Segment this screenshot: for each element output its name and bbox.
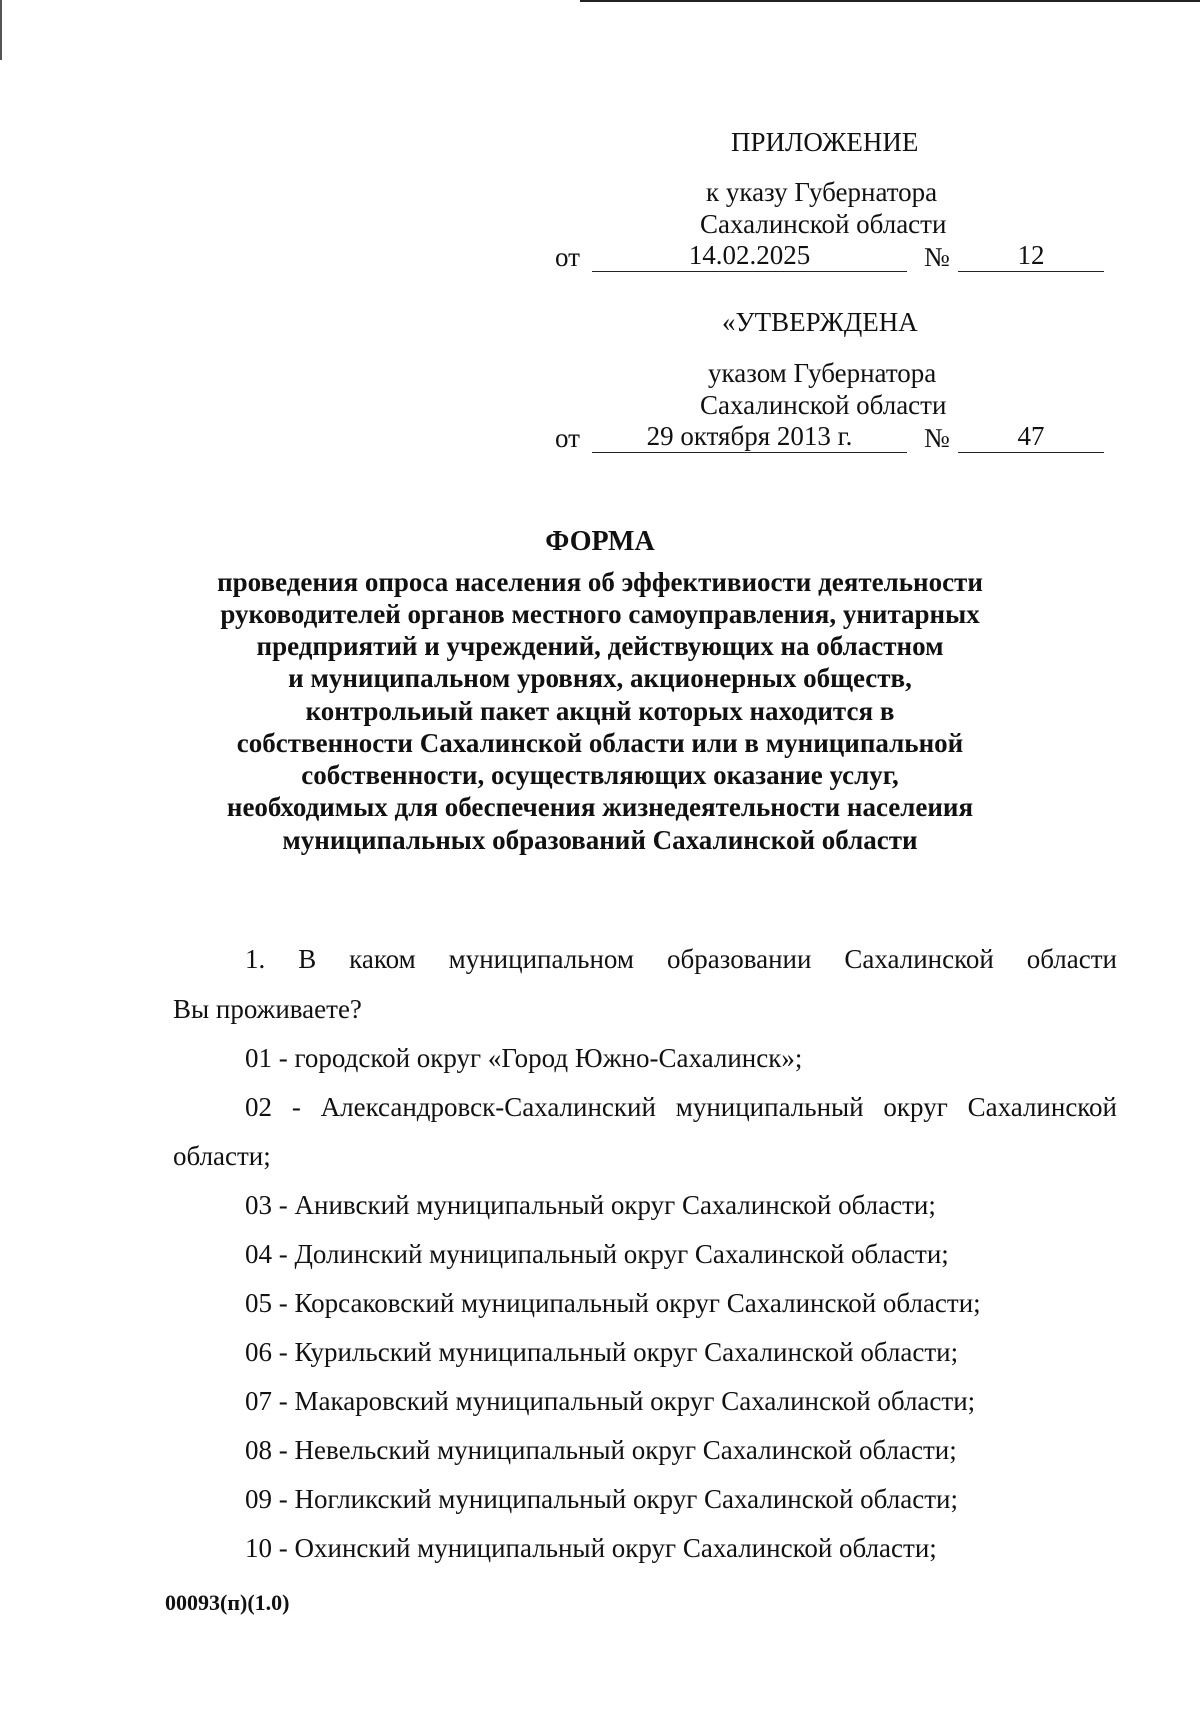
appendix-from-label: от	[555, 242, 580, 272]
option-03: 03 - Анивский муниципальный округ Сахалинской области;	[245, 1190, 936, 1220]
form-subtitle-line-9: муниципальных образований Сахалинской области	[282, 825, 918, 855]
option-09: 09 - Ногликский муниципальный округ Сахалинской области;	[245, 1484, 958, 1514]
approved-date: 29 октября 2013 г.	[592, 420, 907, 453]
option-02: 02 - Александровск-Сахалинский муниципальный округ Сахалинской	[245, 1092, 1117, 1122]
form-subtitle-line-6: собственности Сахалинской области или в муниципальной	[236, 728, 964, 758]
left-scan-edge	[0, 0, 2, 60]
approved-line-1: указом Губернатора	[708, 358, 937, 388]
form-subtitle-line-8: необходимых для обеспечения жизнедеятельности населеиия	[226, 792, 974, 822]
top-scan-rule	[580, 0, 1200, 2]
form-subtitle-line-3: предприятий и учреждений, действующих на областном	[256, 631, 944, 661]
form-subtitle-line-4: и муниципальном уровнях, акционерных обществ,	[288, 663, 912, 693]
option-06: 06 - Курильский муниципальный округ Сахалинской области;	[245, 1337, 959, 1367]
question-1-line-2: Вы проживаете?	[173, 994, 362, 1024]
approved-from-label: от	[555, 423, 580, 453]
option-07: 07 - Макаровский муниципальный округ Сахалинской области;	[245, 1386, 976, 1416]
question-1-line-1: 1. В каком муниципальном образовании Сахалинской области	[245, 944, 1117, 974]
option-02-continuation: области;	[173, 1141, 271, 1171]
document-code: 00093(п)(1.0)	[165, 1590, 290, 1615]
appendix-number: 12	[958, 239, 1104, 272]
approved-line-2: Сахалинской области	[700, 390, 947, 420]
option-05: 05 - Корсаковский муниципальный округ Сахалинской области;	[245, 1288, 981, 1318]
form-title: ФОРМА	[545, 526, 655, 557]
approved-number-label: №	[924, 423, 950, 453]
approved-heading: «УТВЕРЖДЕНА	[722, 307, 918, 337]
option-01: 01 - городской округ «Город Южно-Сахалинск»;	[245, 1043, 803, 1073]
form-subtitle-line-5: контрольиый пакет акцнй которых находится в	[305, 696, 895, 726]
option-04: 04 - Долинский муниципальный округ Сахалинской области;	[245, 1239, 949, 1269]
appendix-number-label: №	[924, 242, 950, 272]
form-subtitle-line-1: проведения опроса населения об эффективиости деятельности	[217, 567, 983, 597]
approved-number: 47	[958, 420, 1104, 453]
appendix-heading: ПРИЛОЖЕНИЕ	[731, 127, 919, 157]
form-subtitle-line-2: руководителей органов местного самоуправления, унитарных	[220, 599, 980, 629]
appendix-line-1: к указу Губернатора	[706, 177, 938, 207]
form-subtitle-line-7: собственности, осуществляющих оказание услуг,	[301, 760, 899, 790]
option-10: 10 - Охинский муниципальный округ Сахалинской области;	[245, 1533, 937, 1563]
option-08: 08 - Невельский муниципальный округ Сахалинской области;	[245, 1435, 957, 1465]
appendix-line-2: Сахалинской области	[700, 209, 947, 239]
appendix-date: 14.02.2025	[592, 239, 907, 272]
